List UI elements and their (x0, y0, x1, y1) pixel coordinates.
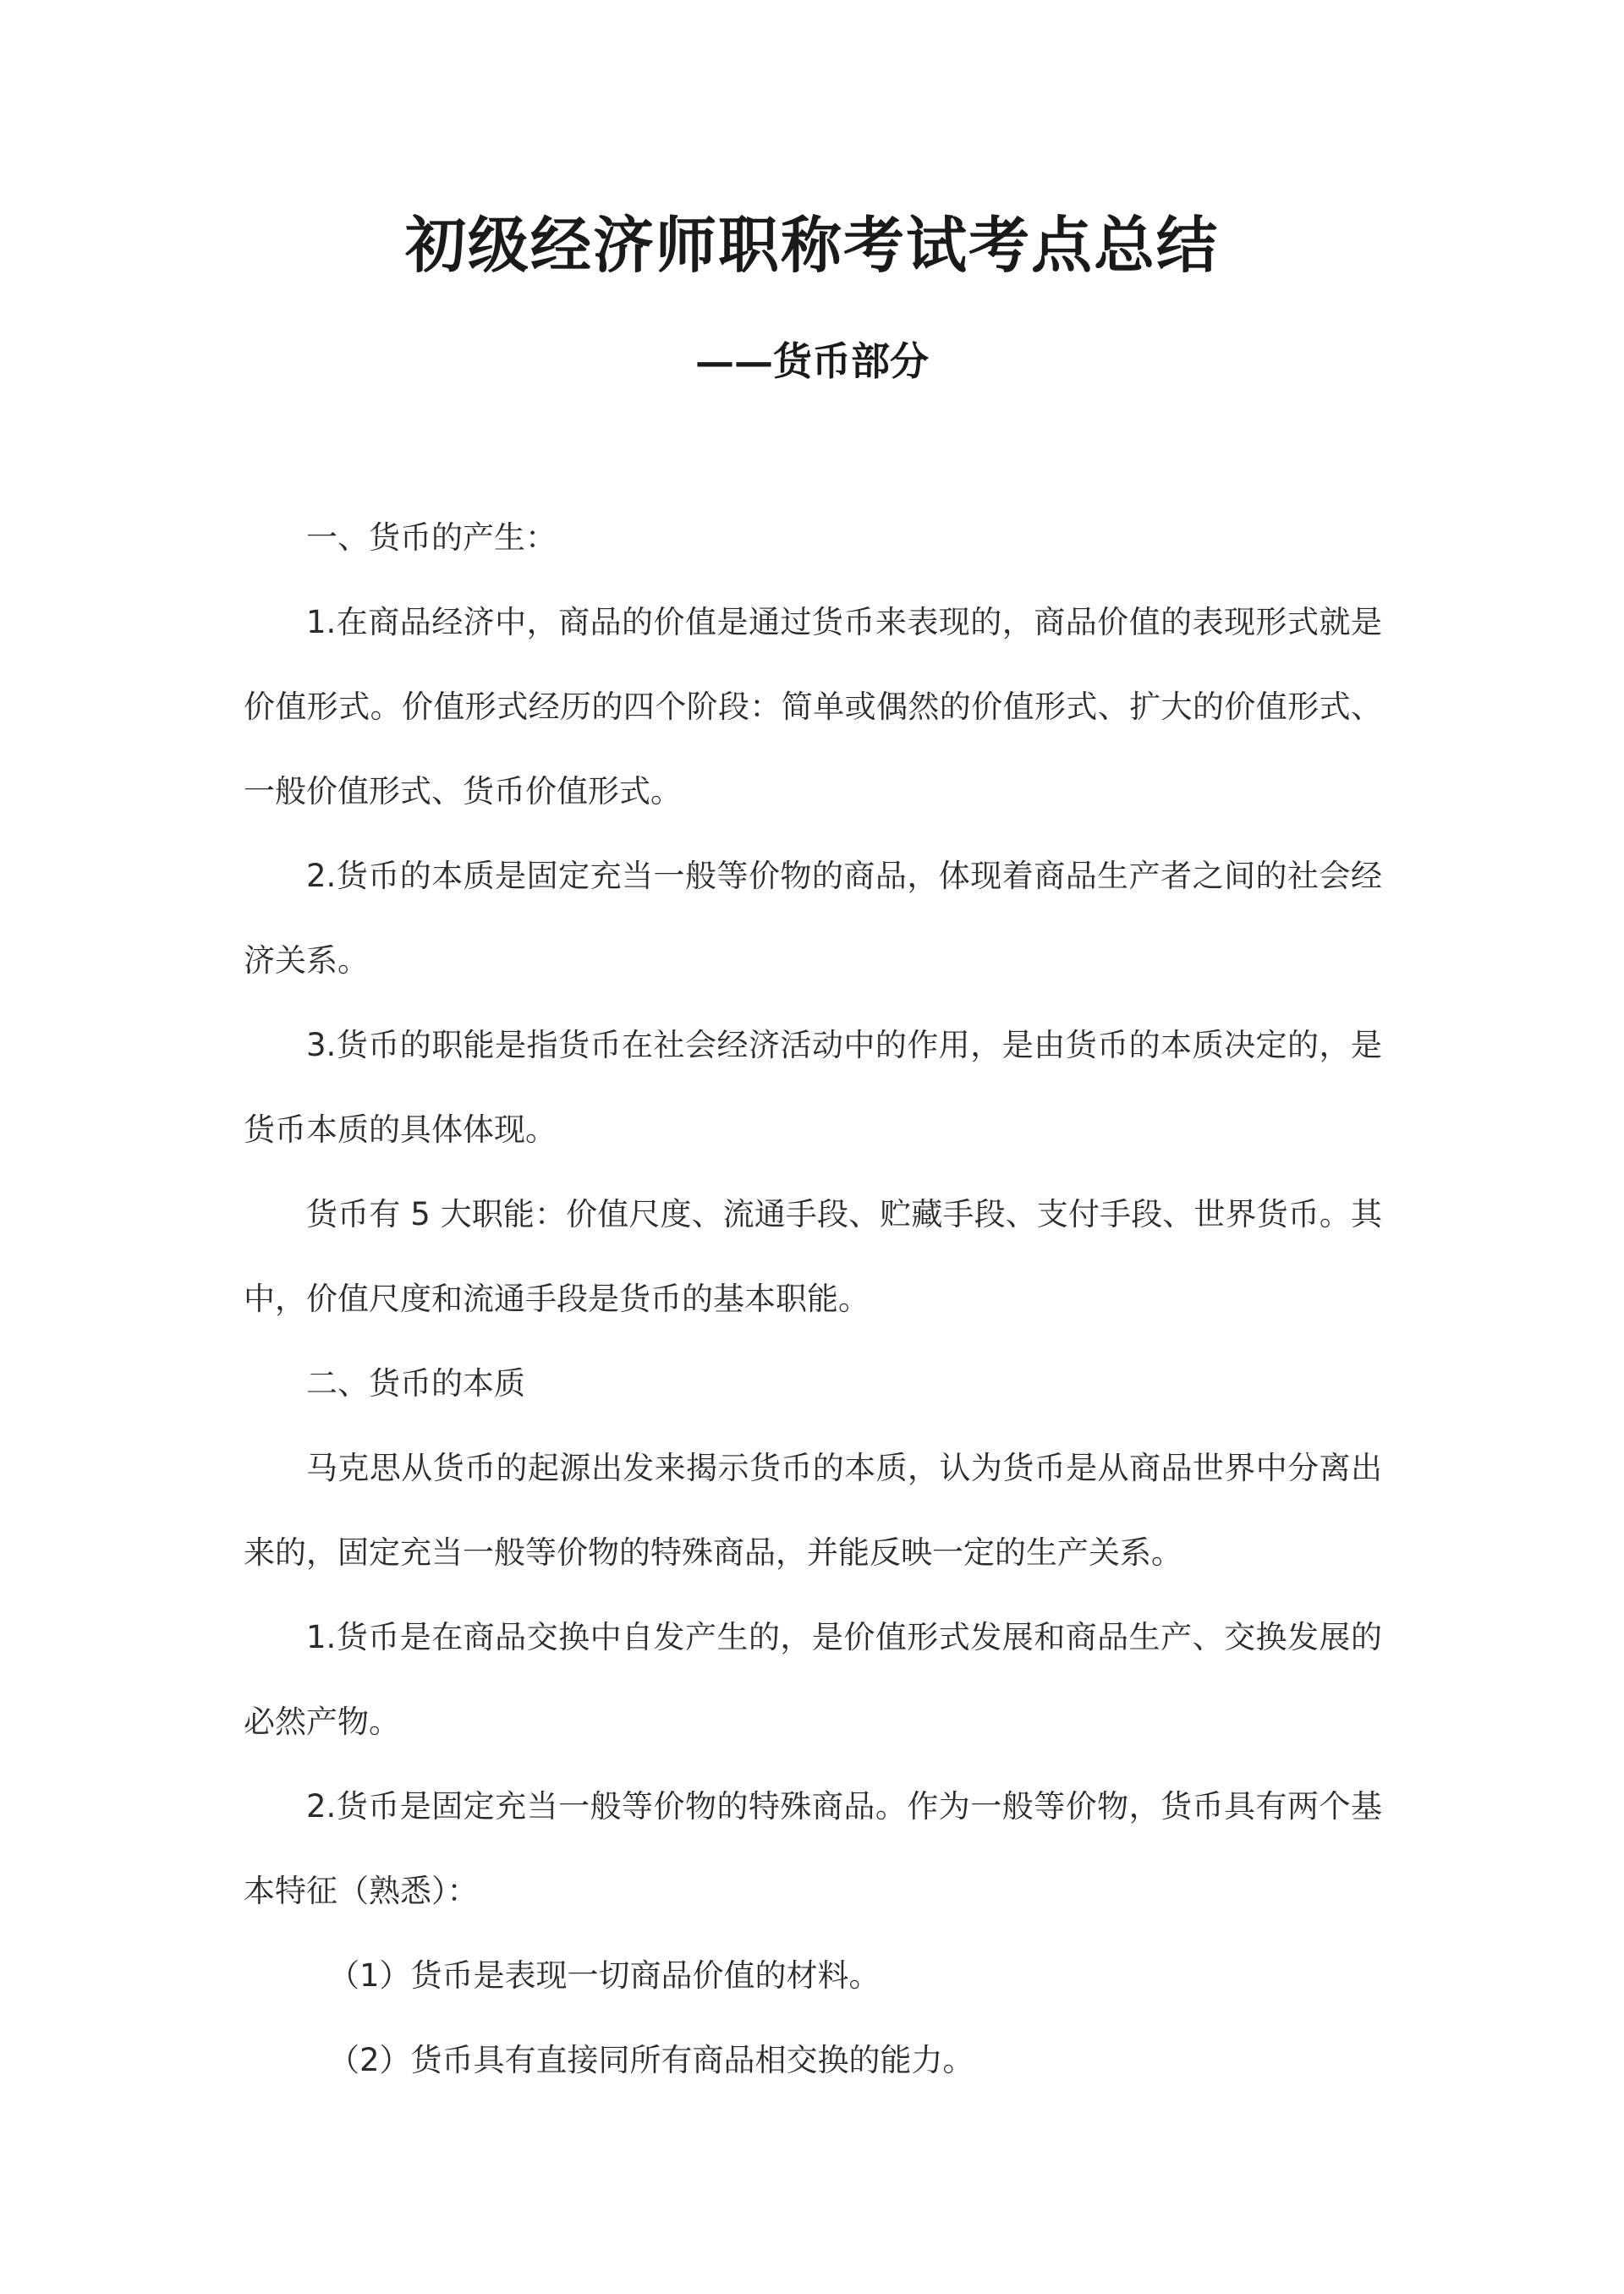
paragraph-money-essence: 2.货币的本质是固定充当一般等价物的商品，体现着商品生产者之间的社会经济关系。 (244, 858, 1382, 979)
section-heading-essence: 二、货币的本质 (306, 1365, 525, 1402)
list-item-feature-1: （1）货币是表现一切商品价值的材料。 (328, 1957, 881, 1994)
section-heading-origin: 一、货币的产生： (306, 519, 557, 556)
list-item-feature-2: （2）货币具有直接同所有商品相交换的能力。 (328, 2042, 974, 2078)
paragraph-special-commodity: 2.货币是固定充当一般等价物的特殊商品。作为一般等价物，货币具有两个基本特征（熟悉）： (244, 1788, 1382, 1909)
document-subtitle: ——货币部分 (695, 338, 929, 384)
paragraph-marx: 马克思从货币的起源出发来揭示货币的本质，认为货币是从商品世界中分离出来的，固定充当一般等价物的特殊商品，并能反映一定的生产关系。 (244, 1450, 1382, 1571)
paragraph-spontaneous-origin: 1.货币是在商品交换中自发产生的，是价值形式发展和商品生产、交换发展的必然产物。 (244, 1619, 1382, 1740)
document-body (244, 496, 1382, 2103)
paragraph-five-functions: 货币有 5 大职能：价值尺度、流通手段、贮藏手段、支付手段、世界货币。其中，价值尺度和流通手段是货币的基本职能。 (244, 1196, 1382, 1317)
document-title: 初级经济师职称考试考点总结 (404, 209, 1219, 281)
paragraph-value-forms: 1.在商品经济中，商品的价值是通过货币来表现的，商品价值的表现形式就是价值形式。价值形式经历的四个阶段：简单或偶然的价值形式、扩大的价值形式、一般价值形式、货币价值形式。 (244, 604, 1382, 809)
paragraph-money-functions: 3.货币的职能是指货币在社会经济活动中的作用，是由货币的本质决定的，是货币本质的具体体现。 (244, 1027, 1382, 1148)
